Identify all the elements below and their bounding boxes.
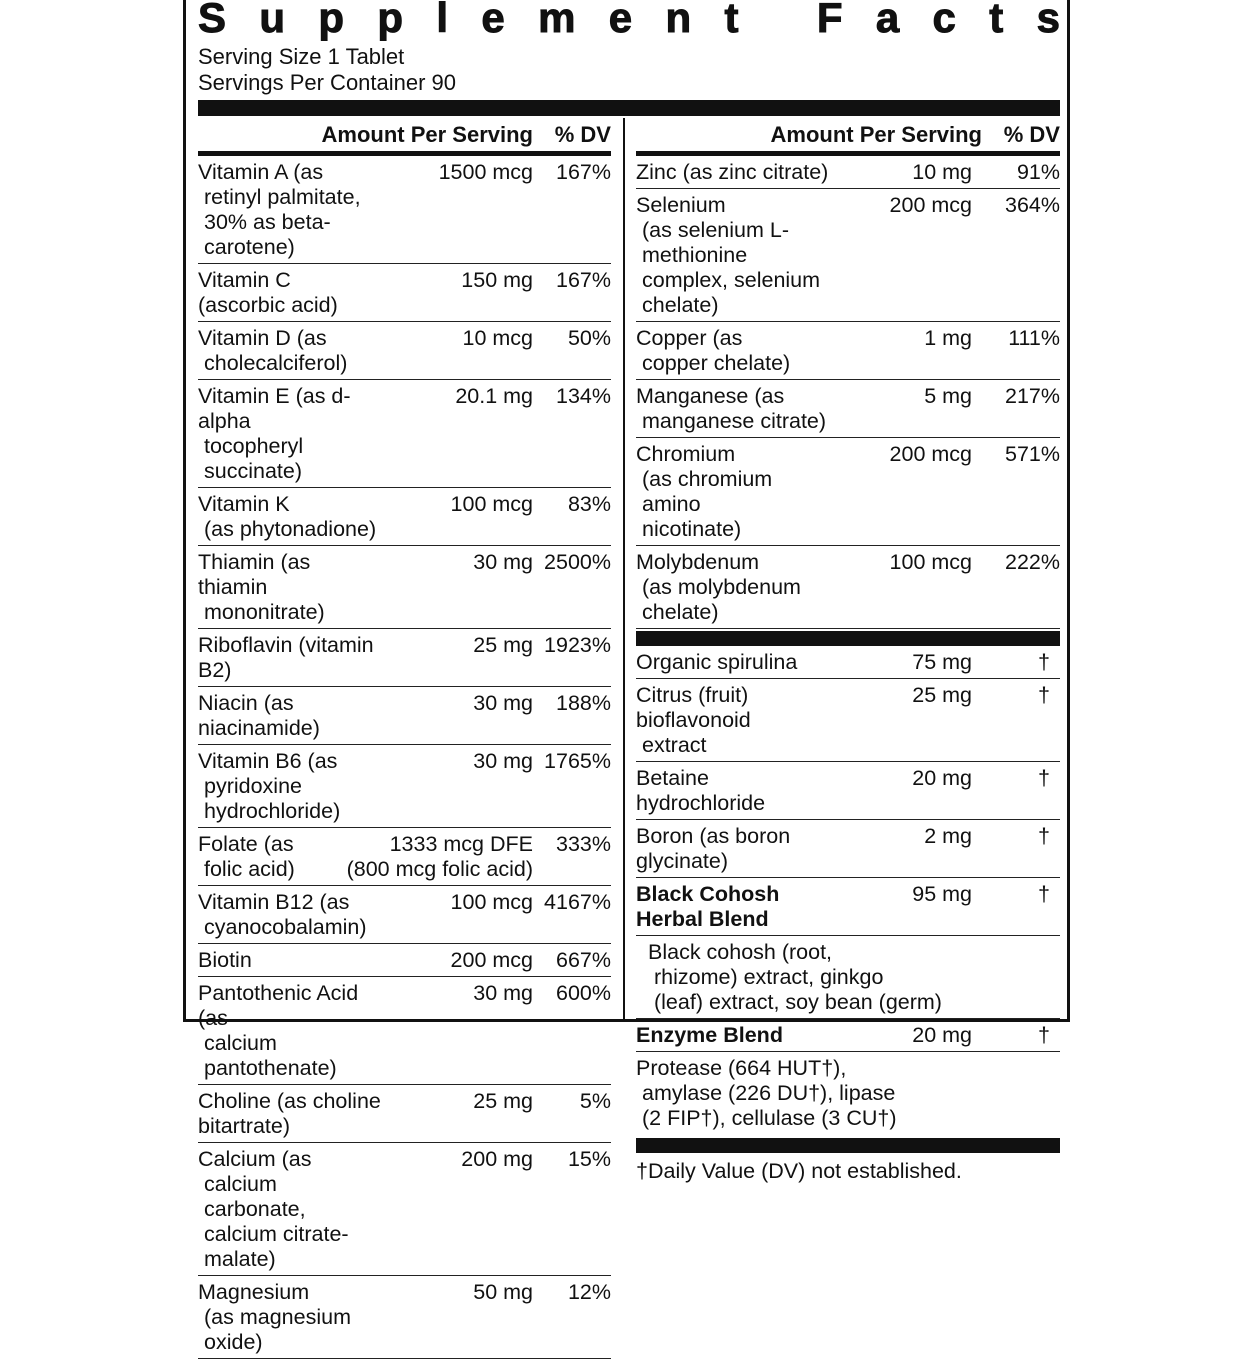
title-letter: s: [1036, 0, 1060, 41]
nutrient-name-line: mononitrate): [204, 600, 325, 624]
nutrient-dv: 134%: [556, 384, 611, 408]
nutrient-name-line: Vitamin E (as d-alpha: [198, 384, 351, 433]
nutrient-row: [636, 762, 1060, 820]
nutrient-name-line: cholecalciferol): [204, 351, 348, 375]
title-letter: c: [932, 0, 956, 41]
nutrient-dv: 1923%: [544, 633, 611, 657]
nutrient-name: [198, 160, 611, 260]
nutrient-name-line: Vitamin D (as: [198, 326, 327, 350]
title-letter: t: [989, 0, 1004, 41]
nutrient-amount: 30 mg: [473, 550, 533, 574]
nutrient-name: [636, 384, 1060, 434]
nutrient-name: [636, 193, 1060, 318]
nutrient-row: [636, 820, 1060, 878]
title-letter: S: [198, 0, 227, 41]
nutrient-dv: 167%: [556, 268, 611, 292]
mid-thick-bar: [636, 631, 1060, 646]
nutrient-row: [636, 646, 1060, 679]
supplement-facts-panel: [183, 0, 1070, 1354]
nutrient-name-line: Calcium (as: [198, 1147, 312, 1171]
nutrient-name-line: Manganese (as: [636, 384, 785, 408]
nutrient-name-line: Boron (as boron glycinate): [636, 824, 791, 873]
nutrient-row: [198, 886, 611, 944]
nutrient-name-line: copper chelate): [642, 351, 791, 375]
nutrient-dv: 217%: [1005, 384, 1060, 408]
nutrient-row: [198, 264, 611, 322]
nutrient-row: [636, 380, 1060, 438]
nutrient-name: [198, 981, 611, 1081]
nutrient-name-line: calcium pantothenate): [204, 1031, 337, 1080]
nutrient-dv: †: [1038, 882, 1050, 906]
nutrient-dv: †: [1038, 766, 1050, 790]
nutrient-dv: 111%: [1008, 326, 1060, 350]
nutrient-name-line: Organic spirulina: [636, 650, 798, 674]
nutrient-name-line: complex, selenium chelate): [642, 268, 821, 317]
nutrient-amount: 10 mg: [912, 160, 972, 184]
nutrient-row: [198, 977, 611, 1085]
panel-title: [198, 0, 1060, 44]
nutrient-dv: †: [1038, 650, 1050, 674]
nutrient-name-line: Protease (664 HUT†),: [636, 1056, 847, 1080]
nutrient-name-line: extract: [642, 733, 707, 757]
servings-per-container: Servings Per Container 90: [198, 70, 457, 95]
nutrient-name: [198, 268, 611, 318]
nutrient-name: [636, 824, 1060, 874]
nutrient-row: [636, 1052, 1060, 1134]
serving-size: Serving Size 1 Tablet: [198, 44, 405, 69]
bottom-thick-bar: [636, 1138, 1060, 1153]
nutrient-row: [636, 156, 1060, 189]
nutrient-name-line: (leaf) extract, soy bean (germ): [654, 990, 942, 1014]
nutrient-amount: 50 mg: [473, 1280, 533, 1304]
nutrient-name-line: Choline (as choline bitartrate): [198, 1089, 381, 1138]
nutrient-dv: 364%: [1005, 193, 1060, 217]
nutrient-name-line: Citrus (fruit) bioflavonoid: [636, 683, 751, 732]
nutrient-row: [198, 629, 611, 687]
nutrient-dv: 222%: [1005, 550, 1060, 574]
nutrient-row: [198, 1085, 611, 1143]
nutrient-amount: 1 mg: [924, 326, 972, 350]
nutrient-name: [198, 492, 611, 542]
nutrient-amount: 1500 mcg: [438, 160, 533, 184]
right-rows-other: [636, 646, 1060, 1134]
nutrient-name: [636, 1056, 1060, 1131]
nutrient-dv: †: [1038, 824, 1050, 848]
nutrient-name-line: Biotin: [198, 948, 252, 972]
nutrient-name-line: Riboflavin (vitamin B2): [198, 633, 374, 682]
nutrient-row: [198, 488, 611, 546]
title-letter: [772, 0, 784, 44]
nutrient-dv: 1765%: [544, 749, 611, 773]
nutrient-row: [198, 828, 611, 886]
title-letter: F: [816, 0, 843, 41]
nutrient-row: [636, 679, 1060, 762]
nutrient-row: [198, 1276, 611, 1359]
nutrient-name-line: retinyl palmitate,: [204, 185, 361, 209]
nutrient-amount: 20 mg: [912, 766, 972, 790]
nutrient-row: [636, 936, 1060, 1019]
nutrient-dv: 167%: [556, 160, 611, 184]
nutrient-amount: 75 mg: [912, 650, 972, 674]
nutrient-name-line: Black cohosh (root,: [648, 940, 833, 964]
nutrient-row: [198, 745, 611, 828]
nutrient-row: [198, 322, 611, 380]
nutrient-name-line: calcium carbonate,: [204, 1172, 306, 1221]
nutrient-name-line: Enzyme Blend: [636, 1023, 783, 1047]
nutrient-name-line: tocopheryl succinate): [204, 434, 304, 483]
nutrient-name: [636, 882, 1060, 932]
nutrient-amount: 200 mcg: [450, 948, 533, 972]
nutrient-name: [636, 940, 1060, 1015]
nutrient-amount: 30 mg: [473, 981, 533, 1005]
nutrient-dv: †: [1038, 683, 1050, 707]
right-rows-minerals: [636, 156, 1060, 629]
nutrient-name-line: rhizome) extract, ginkgo: [654, 965, 884, 989]
nutrient-name-line: Chromium: [636, 442, 736, 466]
title-letter: n: [665, 0, 692, 41]
nutrient-row: [198, 687, 611, 745]
header-dv: % DV: [554, 122, 611, 147]
nutrient-amount: 100 mcg: [450, 492, 533, 516]
footnote: †Daily Value (DV) not established.: [636, 1159, 962, 1183]
nutrient-name-line: folic acid): [204, 857, 295, 881]
nutrient-name-line: manganese citrate): [642, 409, 827, 433]
nutrient-dv: 667%: [556, 948, 611, 972]
nutrient-name-line: Vitamin K: [198, 492, 290, 516]
nutrient-amount: 25 mg: [473, 1089, 533, 1113]
nutrient-name: [636, 326, 1060, 376]
nutrient-name-line: (as magnesium oxide): [204, 1305, 351, 1354]
top-thick-bar: [198, 100, 1060, 116]
title-letter: e: [481, 0, 505, 41]
nutrient-dv: †: [1038, 1023, 1050, 1047]
nutrient-row: [636, 322, 1060, 380]
nutrient-amount: 100 mcg: [889, 550, 972, 574]
nutrient-name: [198, 384, 611, 484]
nutrient-name: [636, 550, 1060, 625]
nutrient-dv: 15%: [567, 1147, 611, 1171]
nutrient-row: [636, 878, 1060, 936]
nutrient-name: [198, 691, 611, 741]
nutrient-name-line: (as chromium amino: [642, 467, 773, 516]
header-amount: Amount Per Serving: [321, 122, 533, 147]
nutrient-dv: 50%: [567, 326, 611, 350]
title-letter: p: [377, 0, 404, 41]
nutrient-name: [198, 948, 611, 973]
nutrient-amount: 5 mg: [924, 384, 972, 408]
nutrient-amount: 200 mcg: [889, 442, 972, 466]
nutrient-row: [636, 189, 1060, 322]
nutrient-name: [198, 1147, 611, 1272]
nutrient-name-line: calcium citrate-malate): [204, 1222, 349, 1271]
left-rows: [198, 156, 611, 1359]
nutrient-dv: 83%: [567, 492, 611, 516]
nutrient-name-line: Selenium: [636, 193, 726, 217]
nutrient-name-line: Magnesium: [198, 1280, 310, 1304]
nutrient-name-line: Thiamin (as thiamin: [198, 550, 311, 599]
nutrient-amount: 25 mg: [473, 633, 533, 657]
nutrient-name-line: Vitamin B6 (as: [198, 749, 338, 773]
nutrient-amount: 25 mg: [912, 683, 972, 707]
nutrient-row: [198, 380, 611, 488]
nutrient-name-line: (as selenium L-methionine: [642, 218, 789, 267]
nutrient-name-line: Copper (as: [636, 326, 743, 350]
left-column: [198, 118, 611, 1359]
title-letter: p: [318, 0, 345, 41]
nutrient-row: [636, 438, 1060, 546]
nutrient-row: [198, 546, 611, 629]
nutrient-name: [636, 1023, 1060, 1048]
header-amount: Amount Per Serving: [770, 122, 982, 147]
nutrient-name: [198, 326, 611, 376]
nutrient-name: [198, 1089, 611, 1139]
nutrient-name-line: Vitamin C (ascorbic acid): [198, 268, 338, 317]
nutrient-dv: 600%: [556, 981, 611, 1005]
nutrient-row: [198, 944, 611, 977]
nutrient-amount: 30 mg: [473, 691, 533, 715]
nutrient-amount: 2 mg: [924, 824, 972, 848]
nutrient-dv: 91%: [1016, 160, 1060, 184]
nutrient-amount: 10 mcg: [462, 326, 533, 350]
nutrient-amount: 30 mg: [473, 749, 533, 773]
nutrient-name-line: Pantothenic Acid (as: [198, 981, 359, 1030]
nutrient-amount: 150 mg: [461, 268, 533, 292]
nutrient-name-line: (2 FIP†), cellulase (3 CU†): [642, 1106, 897, 1130]
nutrient-name: [636, 442, 1060, 542]
nutrient-amount: 20 mg: [912, 1023, 972, 1047]
nutrient-name-line: cyanocobalamin): [204, 915, 367, 939]
nutrient-name-line: pyridoxine hydrochloride): [204, 774, 341, 823]
nutrient-name-line: 30% as beta-carotene): [204, 210, 331, 259]
nutrient-dv: 571%: [1005, 442, 1060, 466]
nutrient-name-line: chelate): [642, 600, 719, 624]
nutrient-amount: 200 mcg: [889, 193, 972, 217]
nutrient-name-line: amylase (226 DU†), lipase: [642, 1081, 896, 1105]
nutrient-name-line: Molybdenum: [636, 550, 760, 574]
right-column-header: [636, 118, 1060, 156]
nutrient-name-line: (as phytonadione): [204, 517, 377, 541]
nutrient-name-line: Black Cohosh Herbal Blend: [636, 882, 780, 931]
nutrient-amount: 200 mg: [461, 1147, 533, 1171]
nutrient-name-line: Niacin (as niacinamide): [198, 691, 320, 740]
nutrient-row: [198, 156, 611, 264]
nutrient-name-line: Betaine hydrochloride: [636, 766, 766, 815]
nutrient-name: [636, 683, 1060, 758]
title-letter: l: [436, 0, 449, 41]
nutrient-row: [636, 546, 1060, 629]
nutrient-name-line: Zinc (as zinc citrate): [636, 160, 829, 184]
header-dv: % DV: [1003, 122, 1060, 147]
nutrient-dv: 333%: [556, 832, 611, 856]
nutrient-dv: 5%: [579, 1089, 611, 1113]
nutrient-name: [636, 650, 1060, 675]
title-letter: t: [724, 0, 739, 41]
nutrient-name-line: Vitamin B12 (as: [198, 890, 350, 914]
nutrient-dv: 12%: [567, 1280, 611, 1304]
title-letter: m: [538, 0, 576, 41]
nutrient-amount: 100 mcg: [450, 890, 533, 914]
left-column-header: [198, 118, 611, 156]
nutrient-amount-secondary: (800 mcg folic acid): [346, 857, 533, 881]
nutrient-amount: 20.1 mg: [455, 384, 533, 408]
nutrient-name: [636, 160, 1060, 185]
title-letter: a: [875, 0, 900, 41]
nutrient-dv: 4167%: [544, 890, 611, 914]
nutrient-name-line: Folate (as: [198, 832, 294, 856]
right-column: [636, 118, 1060, 1184]
nutrient-amount: 1333 mcg DFE: [389, 832, 533, 856]
nutrient-name-line: Vitamin A (as: [198, 160, 324, 184]
nutrient-name: [198, 1280, 611, 1355]
nutrient-dv: 188%: [556, 691, 611, 715]
title-letter: u: [259, 0, 286, 41]
nutrient-name-line: (as molybdenum: [642, 575, 801, 599]
nutrient-name: [636, 766, 1060, 816]
nutrient-amount: 95 mg: [912, 882, 972, 906]
nutrient-dv: 2500%: [544, 550, 611, 574]
title-letter: e: [608, 0, 633, 41]
nutrient-row: [198, 1143, 611, 1276]
nutrient-name-line: nicotinate): [642, 517, 742, 541]
column-divider: [623, 118, 625, 1022]
